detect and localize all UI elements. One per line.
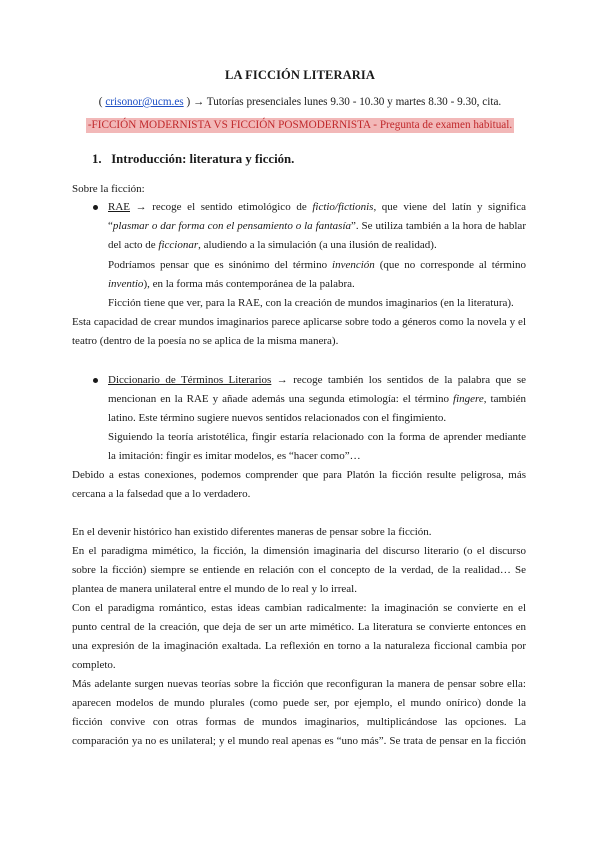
document-title: LA FICCIÓN LITERARIA (225, 68, 375, 82)
later-line-3: ficción convive con otras formas de mundos imaginarios, multiplicándose las opciones. La (72, 716, 526, 728)
rae-line-2b: ”. Se utiliza también a la hora de hablar (351, 220, 526, 232)
rae-line-4b: (que no corresponde al término (374, 259, 526, 271)
rae-line-1a: → recoge el sentido etimológico de (135, 201, 313, 213)
romantic-line-4: completo. (72, 659, 116, 671)
mimetic-line-2: sobre la ficción) siempre se entiende en relación con el concepto de la verdad, de la realidad… Se (72, 564, 526, 576)
contact-line (0, 96, 600, 108)
plato-line-1: Debido a estas conexiones, podemos comprender que para Platón la ficción resulte peligrosa, más (72, 469, 526, 481)
rae-line-5-italic: inventio (108, 278, 144, 290)
dtl-line-4: Siguiendo la teoría aristotélica, fingir estaría relacionado con la forma de aprender mediante (108, 431, 526, 443)
bullet-icon (93, 205, 98, 210)
section-heading (92, 152, 294, 167)
capacity-line-2: teatro (dentro de la poesía no se aplica de la misma manera). (72, 335, 339, 347)
contact-hours: ) → Tutorías presenciales lunes 9.30 - 10.30 y martes 8.30 - 9.30, cita. (183, 96, 502, 108)
exam-note-highlight: -FICCIÓN MODERNISTA VS FICCIÓN POSMODERNISTA - Pregunta de examen habitual. (87, 119, 513, 131)
rae-line-2a: “ (108, 220, 113, 232)
dtl-line-1 (108, 371, 526, 390)
rae-line-1b: , que viene del latín y significa (373, 201, 526, 213)
intro-text: Sobre la ficción: (72, 183, 145, 195)
dtl-line-2a: mencionan en la RAE y añade además una segunda etimología: el término (108, 393, 454, 405)
plato-line-2: cercana a la falsedad que a lo verdadero. (72, 488, 251, 500)
rae-line-1 (108, 198, 526, 217)
dtl-line-5: la imitación: fingir es imitar modelos, es “hacer como”… (108, 450, 361, 462)
romantic-line-1: Con el paradigma romántico, estas ideas cambian radicalmente: la imaginación se convierte en el (72, 602, 526, 614)
rae-line-5b: ), en la forma más contemporánea de la palabra. (143, 278, 355, 290)
history-line: En el devenir histórico han existido diferentes maneras de pensar sobre la ficción. (72, 526, 432, 538)
dtl-line-1b: → recoge también los sentidos de la palabra que se (271, 374, 526, 386)
dtl-line-2b: , también (483, 393, 526, 405)
exam-note-wrapper (0, 115, 600, 133)
mimetic-line-1: En el paradigma mimético, la ficción, la dimensión imaginaria del discurso literario (o el discurso (72, 545, 526, 557)
dtl-term: Diccionario de Términos Literarios (108, 374, 272, 386)
capacity-line-1: Esta capacidad de crear mundos imaginarios parece aplicarse sobre todo a géneros como la novela y el (72, 316, 526, 328)
rae-line-3b: , aludiendo a la simulación (a una ilusión de realidad). (198, 239, 437, 251)
email-link[interactable]: crisonor@ucm.es (105, 96, 184, 108)
romantic-line-3: una expresión de la imaginación exaltada. La reflexión en torno a la naturaleza ficcional cambia por (72, 640, 526, 652)
rae-line-3a: del acto de (108, 239, 159, 251)
later-line-1: Más adelante surgen nuevas teorías sobre la ficción que reconfiguran la manera de pensar sobre ella: (72, 678, 526, 690)
dtl-line-3: latino. Este término sugiere nuevos sentidos relacionados con el fingimiento. (108, 412, 447, 424)
rae-term: RAE (108, 201, 130, 213)
contact-open: ( (98, 96, 106, 108)
later-line-4: comparación ya no es unilateral; y el mundo real apenas es “uno más”. Se trata de pensar en la ficción (72, 735, 526, 747)
dtl-line-2 (108, 390, 526, 409)
rae-line-2-italic: plasmar o dar forma con el pensamiento o la fantasía (112, 220, 352, 232)
rae-line-4a: Podríamos pensar que es sinónimo del término (108, 259, 333, 271)
later-line-2: aparecen modelos de mundo plurales (como puede ser, por ejemplo, el mundo onírico) donde la (72, 697, 526, 709)
romantic-line-2: punto central de la creación, que deja de ser un arte mimético. La literatura se convierte entonces en (72, 621, 526, 633)
rae-line-5 (108, 275, 526, 294)
rae-line-6: Ficción tiene que ver, para la RAE, con la creación de mundos imaginarios (en la literatura). (108, 297, 514, 309)
rae-line-3 (108, 236, 526, 255)
bullet-icon (93, 378, 98, 383)
rae-line-3-italic: ficcionar (158, 239, 199, 251)
rae-line-2 (108, 217, 526, 236)
mimetic-line-3: plantea de manera unilateral entre el mundo de lo real y lo irreal. (72, 583, 357, 595)
section-number: 1. (92, 152, 102, 166)
rae-line-1-italic: fictio/fictionis (312, 201, 374, 213)
section-title: Introducción: literatura y ficción. (111, 152, 295, 166)
dtl-line-2-italic: fingere (453, 393, 484, 405)
rae-line-4 (108, 256, 526, 275)
rae-line-4-italic: invención (332, 259, 375, 271)
